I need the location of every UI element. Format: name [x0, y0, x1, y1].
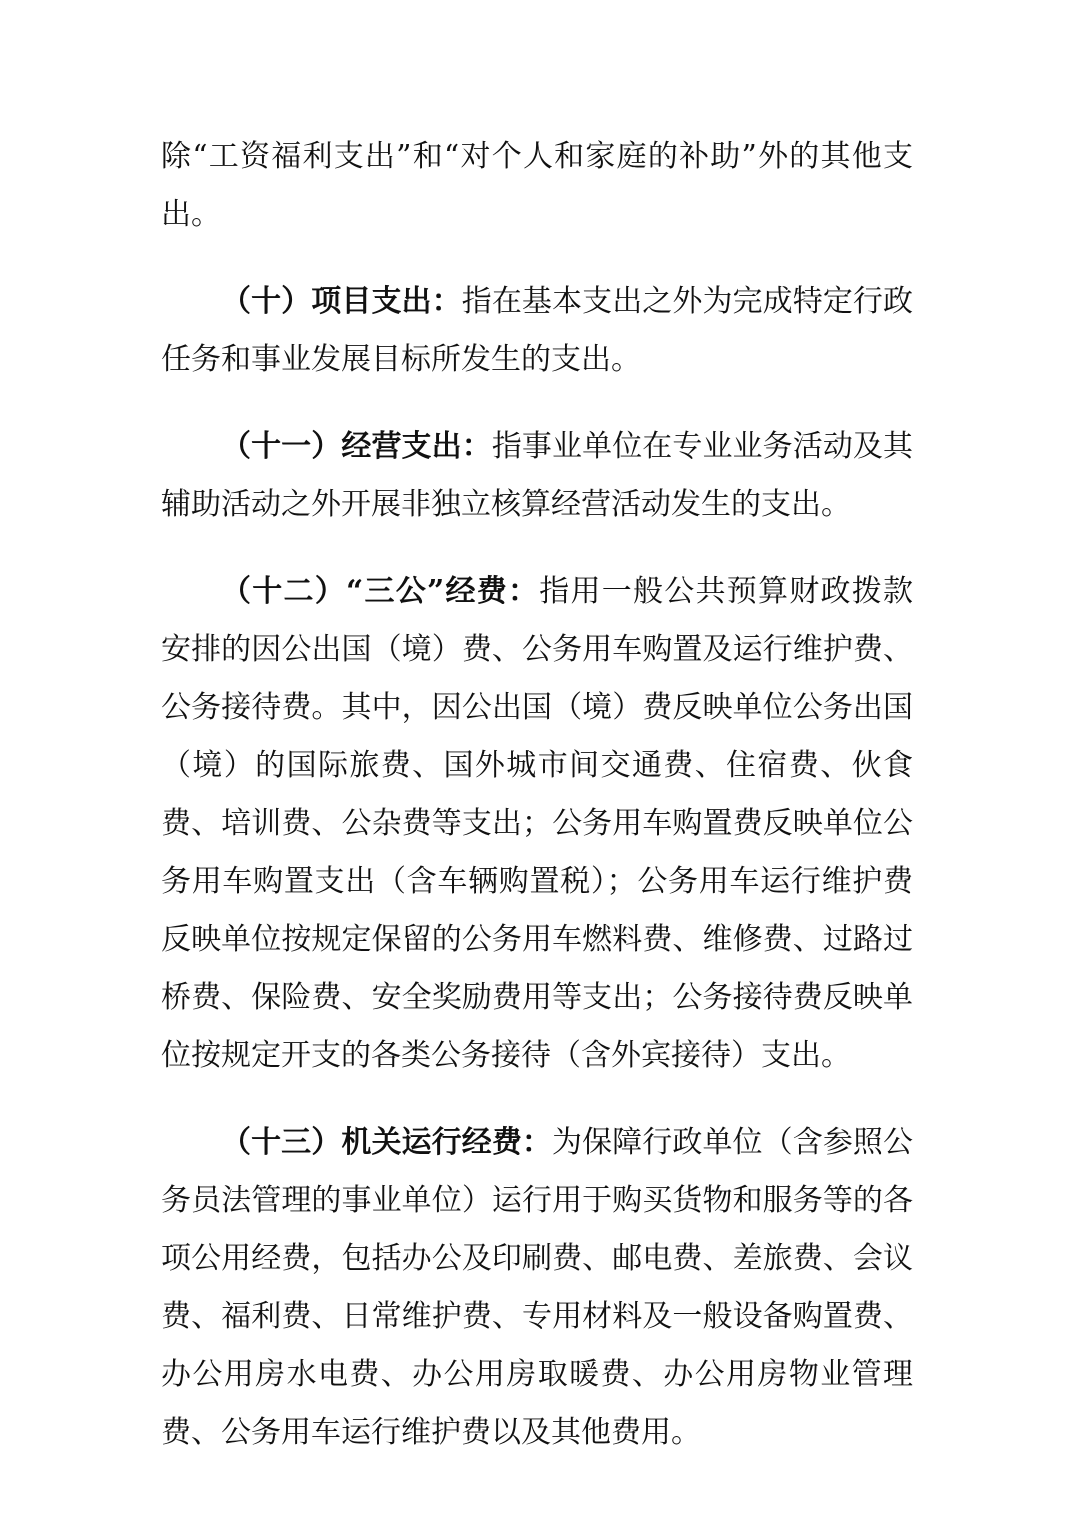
paragraph-text: 指用一般公共预算财政拨款安排的因公出国（境）费、公务用车购置及运行维护费、公务接待费。其中，因公出国（境）费反映单位公务出国（境）的国际旅费、国外城市间交通费、住宿费、伙食费、培训费、公杂费等支出；公务用车购置费反映单位公务用车购置支出（含车辆购置税）；公务用车运行维护费反映单位按规定保留的公务用车燃料费、维修费、过路过桥费、保险费、安全奖励费用等支出；公务接待费反映单位按规定开支的各类公务接待（含外宾接待）支出。	[161, 574, 914, 1073]
paragraph	[161, 418, 913, 534]
term-label: （十三）机关运行经费：	[221, 1125, 552, 1160]
paragraph-text: 为保障行政单位（含参照公务员法管理的事业单位）运行用于购买货物和服务等的各项公用经费，包括办公及印刷费、邮电费、差旅费、会议费、福利费、日常维护费、专用材料及一般设备购置费、办公用房水电费、办公用房取暖费、办公用房物业管理费、公务用车运行维护费以及其他费用。	[161, 1125, 913, 1450]
term-label: （十一）经营支出：	[221, 429, 492, 464]
paragraph	[161, 1114, 913, 1462]
term-label: （十二）“三公”经费：	[221, 574, 540, 609]
paragraph-text: 除“工资福利支出”和“对个人和家庭的补助”外的其他支出。	[161, 139, 913, 232]
paragraph-text: 指事业单位在专业业务活动及其辅助活动之外开展非独立核算经营活动发生的支出。	[161, 429, 914, 522]
paragraph	[161, 273, 913, 389]
paragraph	[161, 563, 913, 1085]
paragraph-text: 指在基本支出之外为完成特定行政任务和事业发展目标所发生的支出。	[161, 284, 914, 377]
paragraph-list	[161, 128, 913, 1462]
document-page	[161, 0, 913, 1462]
term-label: （十）项目支出：	[221, 284, 462, 319]
paragraph	[161, 128, 913, 244]
